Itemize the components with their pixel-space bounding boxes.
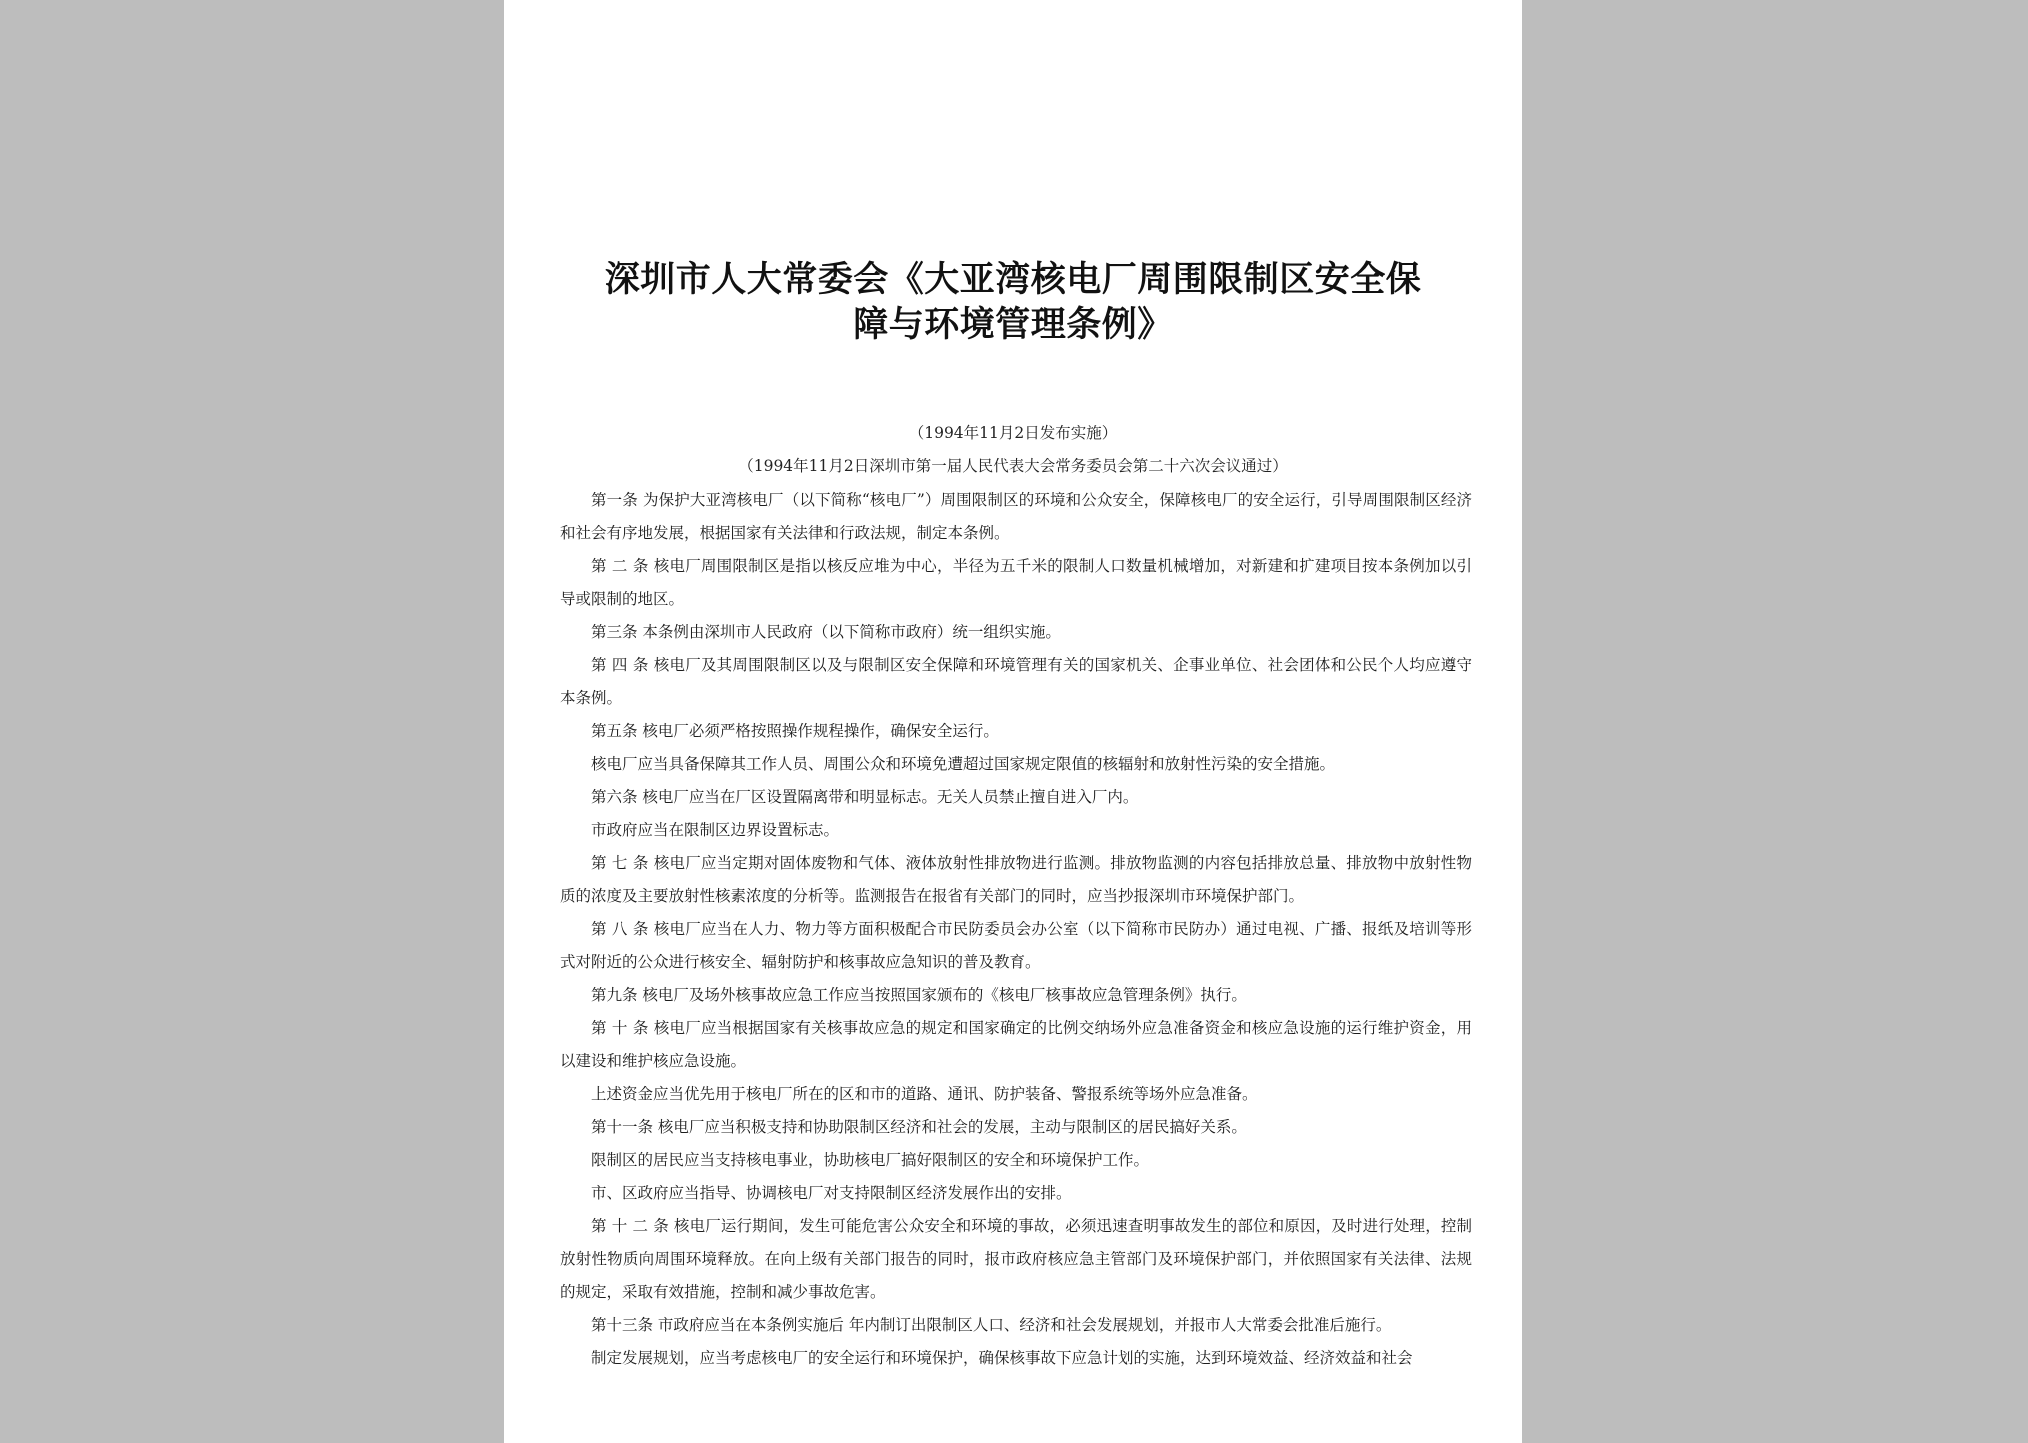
article-11-clause-3: 市、区政府应当指导、协调核电厂对支持限制区经济发展作出的安排。 [591,1184,1072,1202]
article-13-clause-2: 制定发展规划，应当考虑核电厂的安全运行和环境保护，确保核事故下应急计划的实施，达到环境效益、经济效益和社会 [591,1349,1413,1367]
document-page [504,0,1522,1443]
article-13: 第十三条 市政府应当在本条例实施后 年内制订出限制区人口、经济和社会发展规划，并报市人大常委会批准后施行。 [591,1316,1392,1334]
document-title [504,258,1522,348]
article-5: 第五条 核电厂必须严格按照操作规程操作，确保安全运行。 [591,722,999,740]
article-10-clause-2: 上述资金应当优先用于核电厂所在的区和市的道路、通讯、防护装备、警报系统等场外应急准备。 [591,1085,1258,1103]
article-4: 第 四 条 核电厂及其周围限制区以及与限制区安全保障和环境管理有关的国家机关、企事业单位、社会团体和公民个人均应遵守本条例。 [560,656,1472,707]
article-10: 第 十 条 核电厂应当根据国家有关核事故应急的规定和国家确定的比例交纳场外应急准备资金和核应急设施的运行维护资金，用以建设和维护核应急设施。 [560,1019,1472,1070]
article-12: 第 十 二 条 核电厂运行期间，发生可能危害公众安全和环境的事故，必须迅速查明事故发生的部位和原因，及时进行处理，控制放射性物质向周围环境释放。在向上级有关部门报告的同时，报市政府核应急主管部门及环境保护部门，并依照国家有关法律、法规的规定，采取有效措施，控制和减少事故危害。 [560,1217,1472,1301]
adoption-note-line: （1994年11月2日深圳市第一届人民代表大会常务委员会第二十六次会议通过） [738,457,1288,475]
article-11-clause-2: 限制区的居民应当支持核电事业，协助核电厂搞好限制区的安全和环境保护工作。 [591,1151,1150,1169]
article-1: 第一条 为保护大亚湾核电厂（以下简称“核电厂”）周围限制区的环境和公众安全，保障核电厂的安全运行，引导周围限制区经济和社会有序地发展，根据国家有关法律和行政法规，制定本条例。 [560,491,1472,542]
article-8: 第 八 条 核电厂应当在人力、物力等方面积极配合市民防委员会办公室（以下简称市民防办）通过电视、广播、报纸及培训等形式对附近的公众进行核安全、辐射防护和核事故应急知识的普及教育。 [560,920,1472,971]
article-3: 第三条 本条例由深圳市人民政府（以下简称市政府）统一组织实施。 [591,623,1061,641]
article-6: 第六条 核电厂应当在厂区设置隔离带和明显标志。无关人员禁止擅自进入厂内。 [591,788,1139,806]
article-6-clause-2: 市政府应当在限制区边界设置标志。 [591,821,840,839]
document-body [560,484,1472,1375]
article-2: 第 二 条 核电厂周围限制区是指以核反应堆为中心，半径为五千米的限制人口数量机械增加，对新建和扩建项目按本条例加以引导或限制的地区。 [560,557,1472,608]
article-11: 第十一条 核电厂应当积极支持和协助限制区经济和社会的发展，主动与限制区的居民搞好关系。 [591,1118,1247,1136]
title-line-2: 障与环境管理条例》 [853,305,1173,345]
article-7: 第 七 条 核电厂应当定期对固体废物和气体、液体放射性排放物进行监测。排放物监测的内容包括排放总量、排放物中放射性物质的浓度及主要放射性核素浓度的分析等。监测报告在报省有关部门的同时，应当抄报深圳市环境保护部门。 [560,854,1472,905]
article-9: 第九条 核电厂及场外核事故应急工作应当按照国家颁布的《核电厂核事故应急管理条例》执行。 [591,986,1247,1004]
publish-date-line: （1994年11月2日发布实施） [908,424,1118,442]
article-5-clause-2: 核电厂应当具备保障其工作人员、周围公众和环境免遭超过国家规定限值的核辐射和放射性污染的安全措施。 [591,755,1336,773]
title-line-1: 深圳市人大常委会《大亚湾核电厂周围限制区安全保 [604,260,1422,300]
